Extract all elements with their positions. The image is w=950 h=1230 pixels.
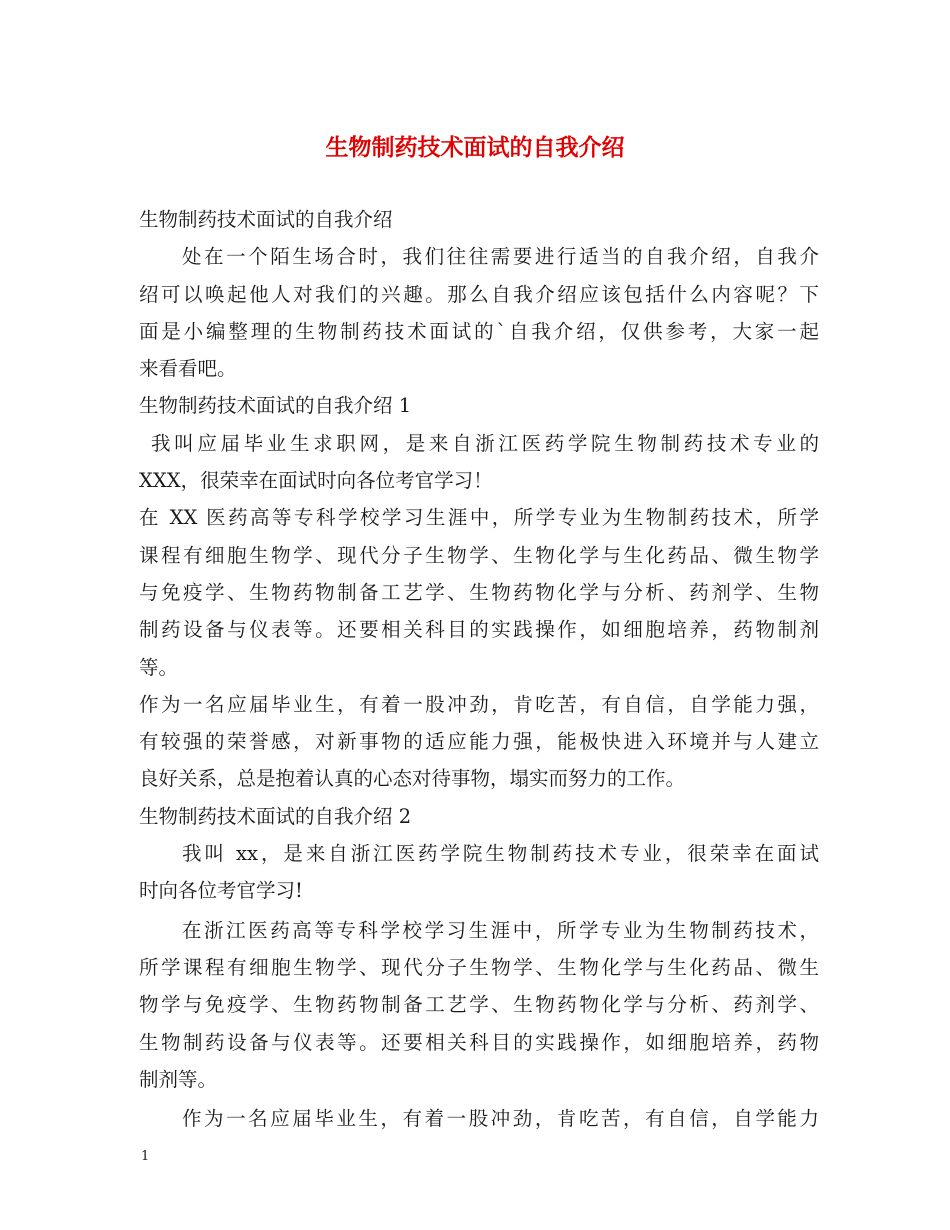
paragraph-line: 我叫应届毕业生求职网，是来自浙江医药学院生物制药技术专业的 (151, 431, 819, 455)
paragraph-line: 作为一名应届毕业生，有着一股冲劲，肯吃苦，有自信，自学能力强， (139, 692, 819, 716)
paragraph-line: 等。 (139, 655, 179, 679)
paragraph-line: 绍可以唤起他人对我们的兴趣。那么自我介绍应该包括什么内容呢？下 (139, 282, 819, 306)
paragraph-line: 在浙江医药高等专科学校学习生涯中，所学专业为生物制药技术， (182, 918, 819, 942)
paragraph-line: 来看看吧。 (139, 357, 237, 381)
paragraph-line: 在 XX 医药高等专科学校学习生涯中，所学专业为生物制药技术，所学 (139, 506, 819, 530)
paragraph-line: 处在一个陌生场合时，我们往往需要进行适当的自我介绍，自我介 (182, 245, 819, 269)
paragraph-line: 所学课程有细胞生物学、现代分子生物学、生物化学与生化药品、微生 (139, 955, 819, 979)
section-heading-1: 生物制药技术面试的自我介绍 1 (139, 394, 412, 418)
paragraph-line: 良好关系，总是抱着认真的心态对待事物，塌实而努力的工作。 (139, 767, 686, 791)
paragraph-line: 时向各位考官学习! (139, 879, 303, 903)
section-heading-intro: 生物制药技术面试的自我介绍 (139, 208, 393, 231)
paragraph-line: 我叫 xx，是来自浙江医药学院生物制药技术专业，很荣幸在面试 (182, 842, 819, 866)
paragraph-line: 制药设备与仪表等。还要相关科目的实践操作，如细胞培养，药物制剂 (139, 618, 819, 642)
section-heading-2: 生物制药技术面试的自我介绍 2 (139, 804, 412, 828)
document-body (139, 201, 819, 1137)
paragraph-line: 制剂等。 (139, 1067, 218, 1091)
paragraph-line: 物学与免疫学、生物药物制备工艺学、生物药物化学与分析、药剂学、 (139, 993, 819, 1017)
page-title: 生物制药技术面试的自我介绍 (325, 134, 625, 161)
page-number: 1 (141, 1149, 150, 1164)
paragraph-line: 面是小编整理的生物制药技术面试的`自我介绍，仅供参考，大家一起 (139, 319, 819, 343)
paragraph-line: 生物制药设备与仪表等。还要相关科目的实践操作，如细胞培养，药物 (139, 1030, 819, 1054)
paragraph-line: 课程有细胞生物学、现代分子生物学、生物化学与生化药品、微生物学 (139, 543, 819, 567)
paragraph-line: 作为一名应届毕业生，有着一股冲劲，肯吃苦，有自信，自学能力 (182, 1107, 819, 1131)
paragraph-line: 有较强的荣誉感，对新事物的适应能力强，能极快进入环境并与人建立 (139, 730, 819, 754)
paragraph-line: XXX，很荣幸在面试时向各位考官学习！ (139, 469, 493, 493)
paragraph-line: 与免疫学、生物药物制备工艺学、生物药物化学与分析、药剂学、生物 (139, 580, 819, 604)
